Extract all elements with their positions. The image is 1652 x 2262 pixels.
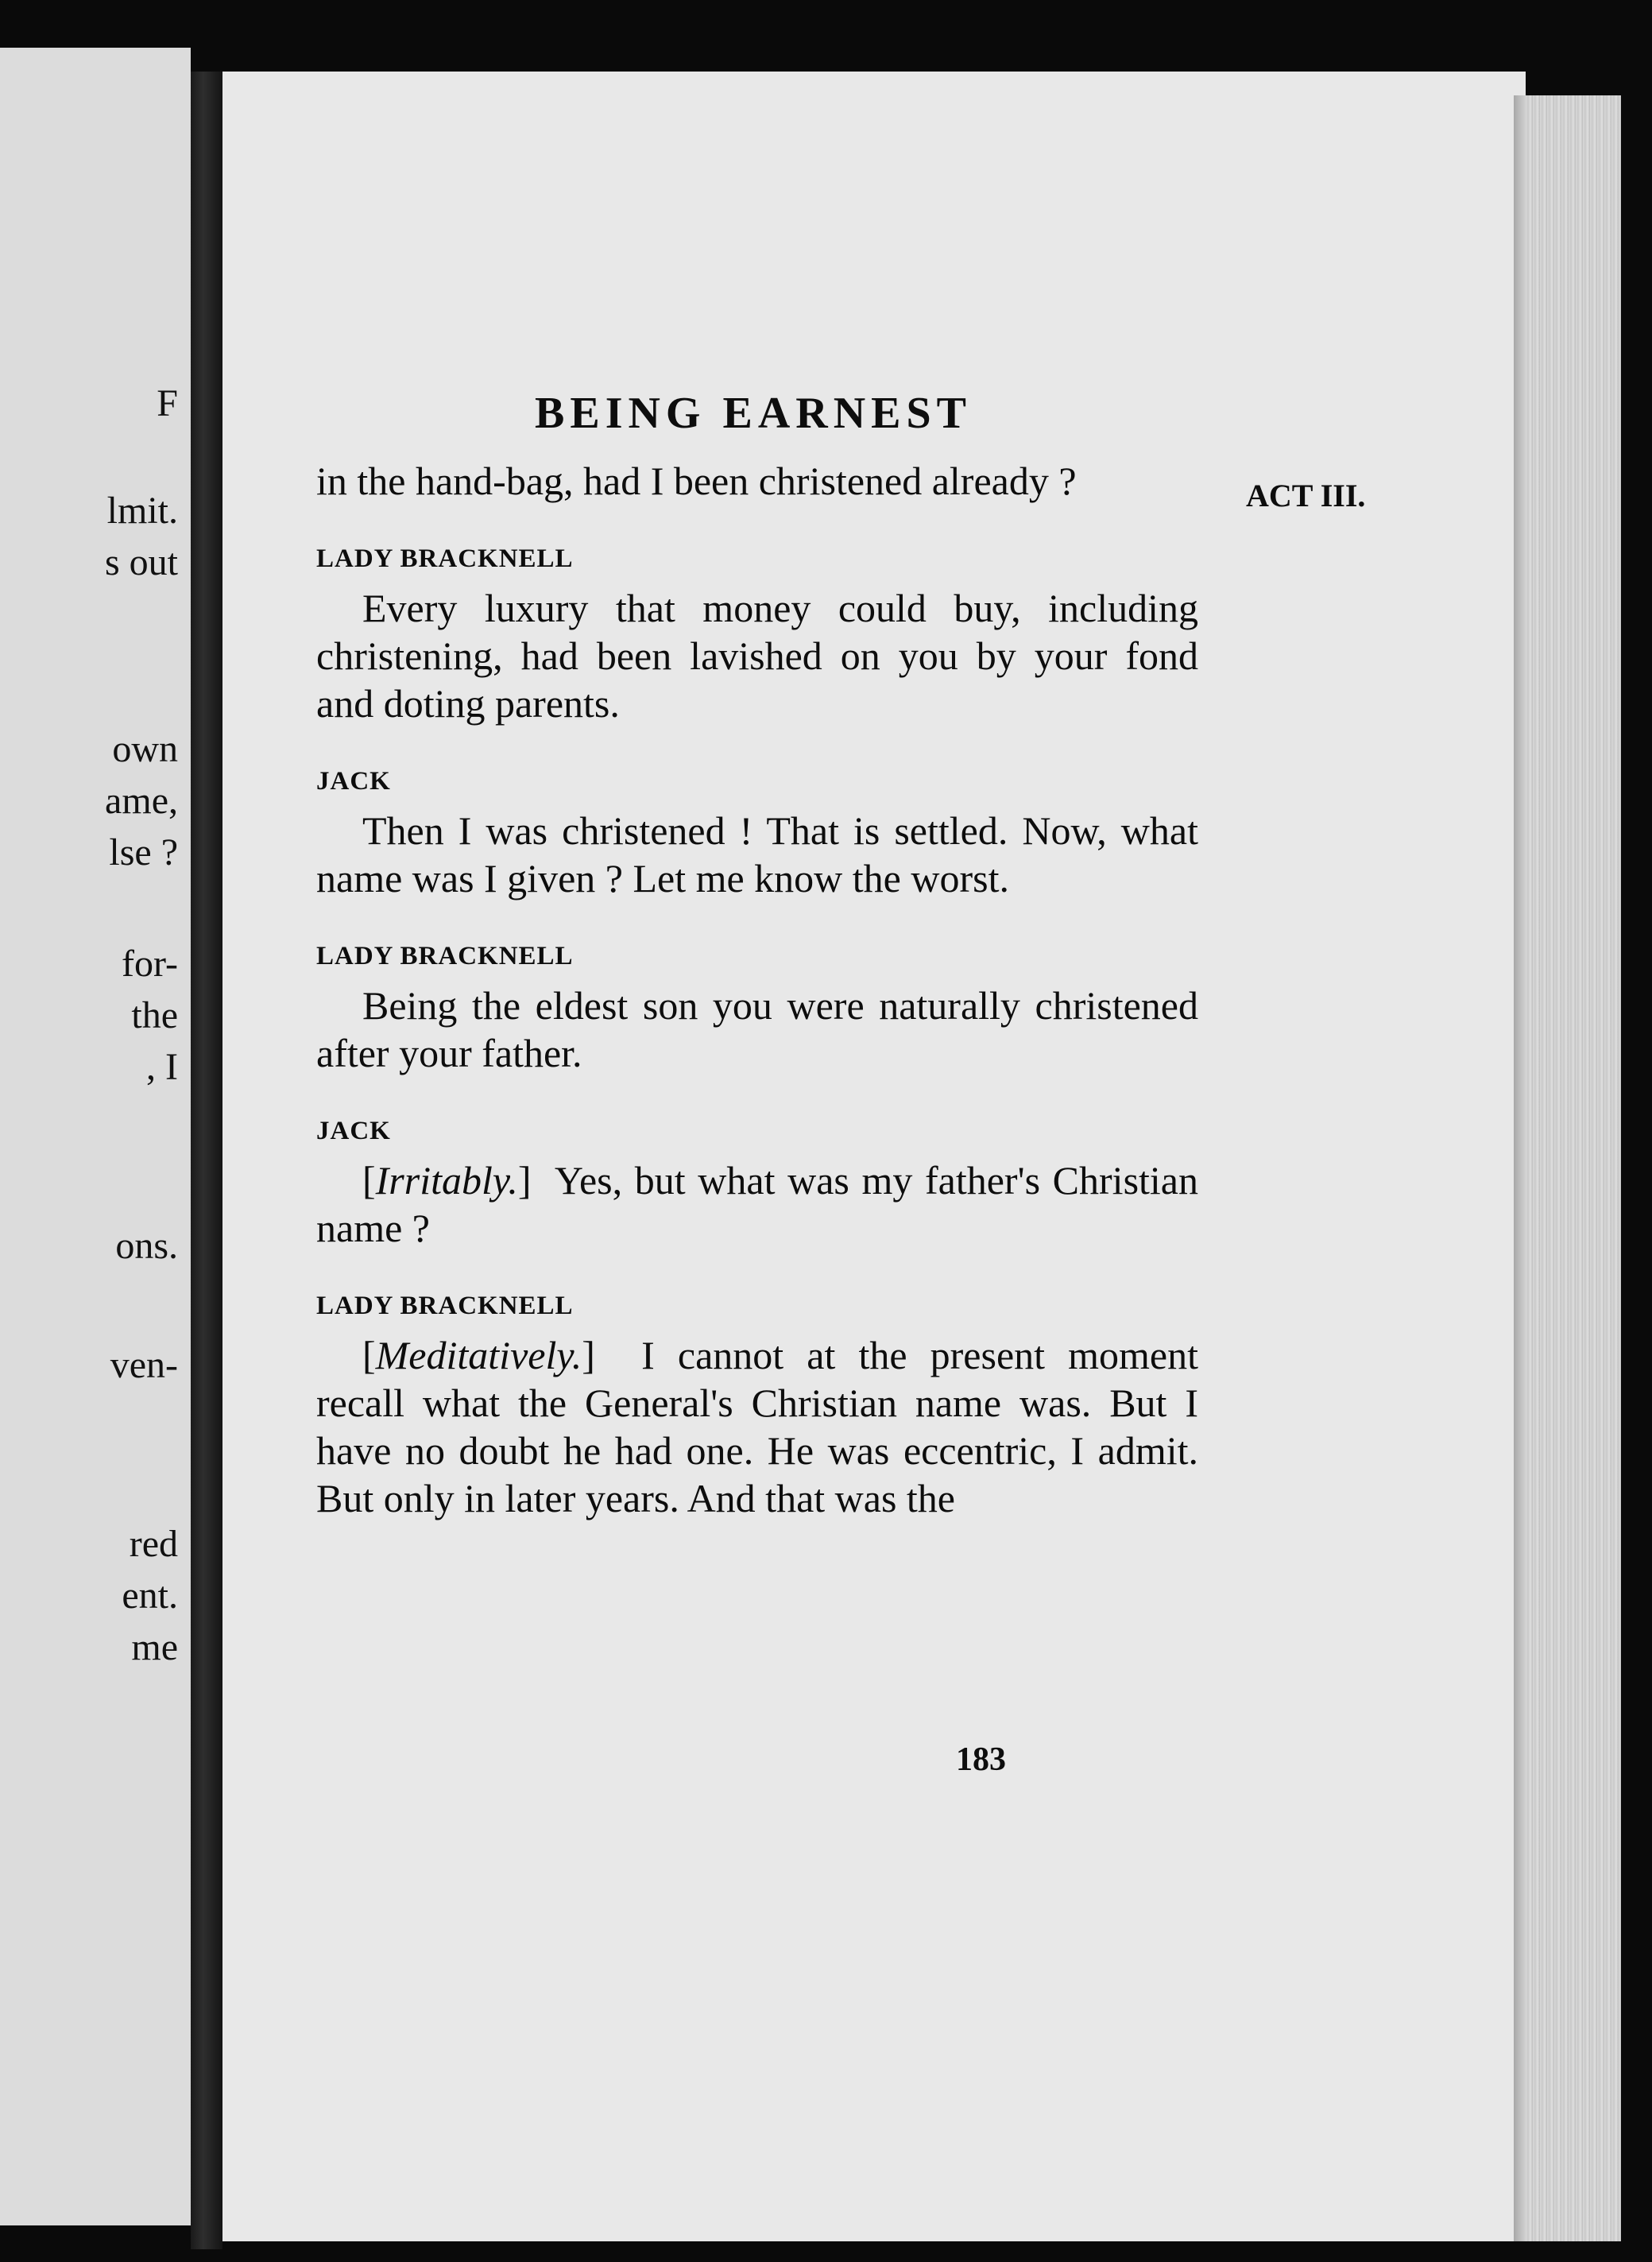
stage-direction: Irritably. [375, 1158, 518, 1203]
left-page-fragment: ons. [115, 1225, 178, 1267]
left-page-fragment: red [129, 1523, 178, 1565]
dialogue-block [316, 1114, 1198, 1252]
dialogue-block [316, 939, 1198, 1077]
speaker-name: LADY BRACKNELL [316, 942, 574, 970]
speaker-name: JACK [316, 1117, 391, 1145]
page-number: 183 [956, 1741, 1006, 1778]
running-head: BEING EARNEST [534, 389, 973, 438]
left-page-fragment: lmit. [106, 490, 178, 532]
speech-text: Yes, but what was my father's Christian name ? [316, 1158, 1198, 1250]
speech-text: Then I was christened ! That is settled. Now, what name was I given ? Let me know the worst. [316, 808, 1198, 901]
speech: [Irritably.] Yes, but what was my father's Christian name ? [316, 1158, 1198, 1250]
speech-text: Every luxury that money could buy, including christening, had been lavished on you by your fond and doting parents. [316, 586, 1198, 726]
left-page-fragment: ven- [110, 1344, 178, 1386]
speech: [Meditatively.] I cannot at the present moment recall what the General's Christian name was. But I have no doubt he had one. He was eccentric, I admit. But only in later years. And that was the [316, 1333, 1198, 1520]
book-gutter [191, 72, 222, 2249]
left-page-fragment: ent. [122, 1574, 178, 1617]
dialogue-block [316, 764, 1198, 902]
stage-direction: Meditatively. [375, 1333, 582, 1377]
speech [316, 584, 1198, 727]
speaker-name: LADY BRACKNELL [316, 544, 574, 573]
facing-page-left [0, 48, 191, 2225]
left-page-fragment: ame, [105, 780, 178, 822]
page-stack-edge [1526, 95, 1621, 2241]
speech-text: Being the eldest son you were naturally christened after your father. [316, 983, 1198, 1075]
left-page-fragment: F [157, 382, 178, 424]
left-page-fragment: lse ? [109, 831, 178, 873]
dialogue-block [316, 541, 1198, 727]
left-page-fragment: , I [146, 1046, 178, 1088]
speaker-name: LADY BRACKNELL [316, 1292, 574, 1320]
left-page-fragment: for- [122, 943, 178, 985]
left-page-fragment: own [112, 728, 178, 770]
left-page-fragment: the [131, 994, 178, 1036]
speech-text: I cannot at the present moment recall what the General's Christian name was. But I have no doubt he had one. He was eccentric, I admit. But only in later years. And that was the [316, 1333, 1198, 1520]
opening-paragraph: in the hand-bag, had I been christened already ? [316, 459, 1077, 503]
speech [316, 982, 1198, 1077]
left-page-fragment: s out [104, 541, 178, 583]
text-body [316, 457, 1198, 1522]
act-marker: ACT III. [1246, 478, 1366, 513]
speaker-name: JACK [316, 767, 391, 796]
book-page [222, 72, 1526, 2241]
dialogue-block [316, 1288, 1198, 1522]
left-page-fragment: me [131, 1626, 178, 1668]
speech [316, 807, 1198, 902]
